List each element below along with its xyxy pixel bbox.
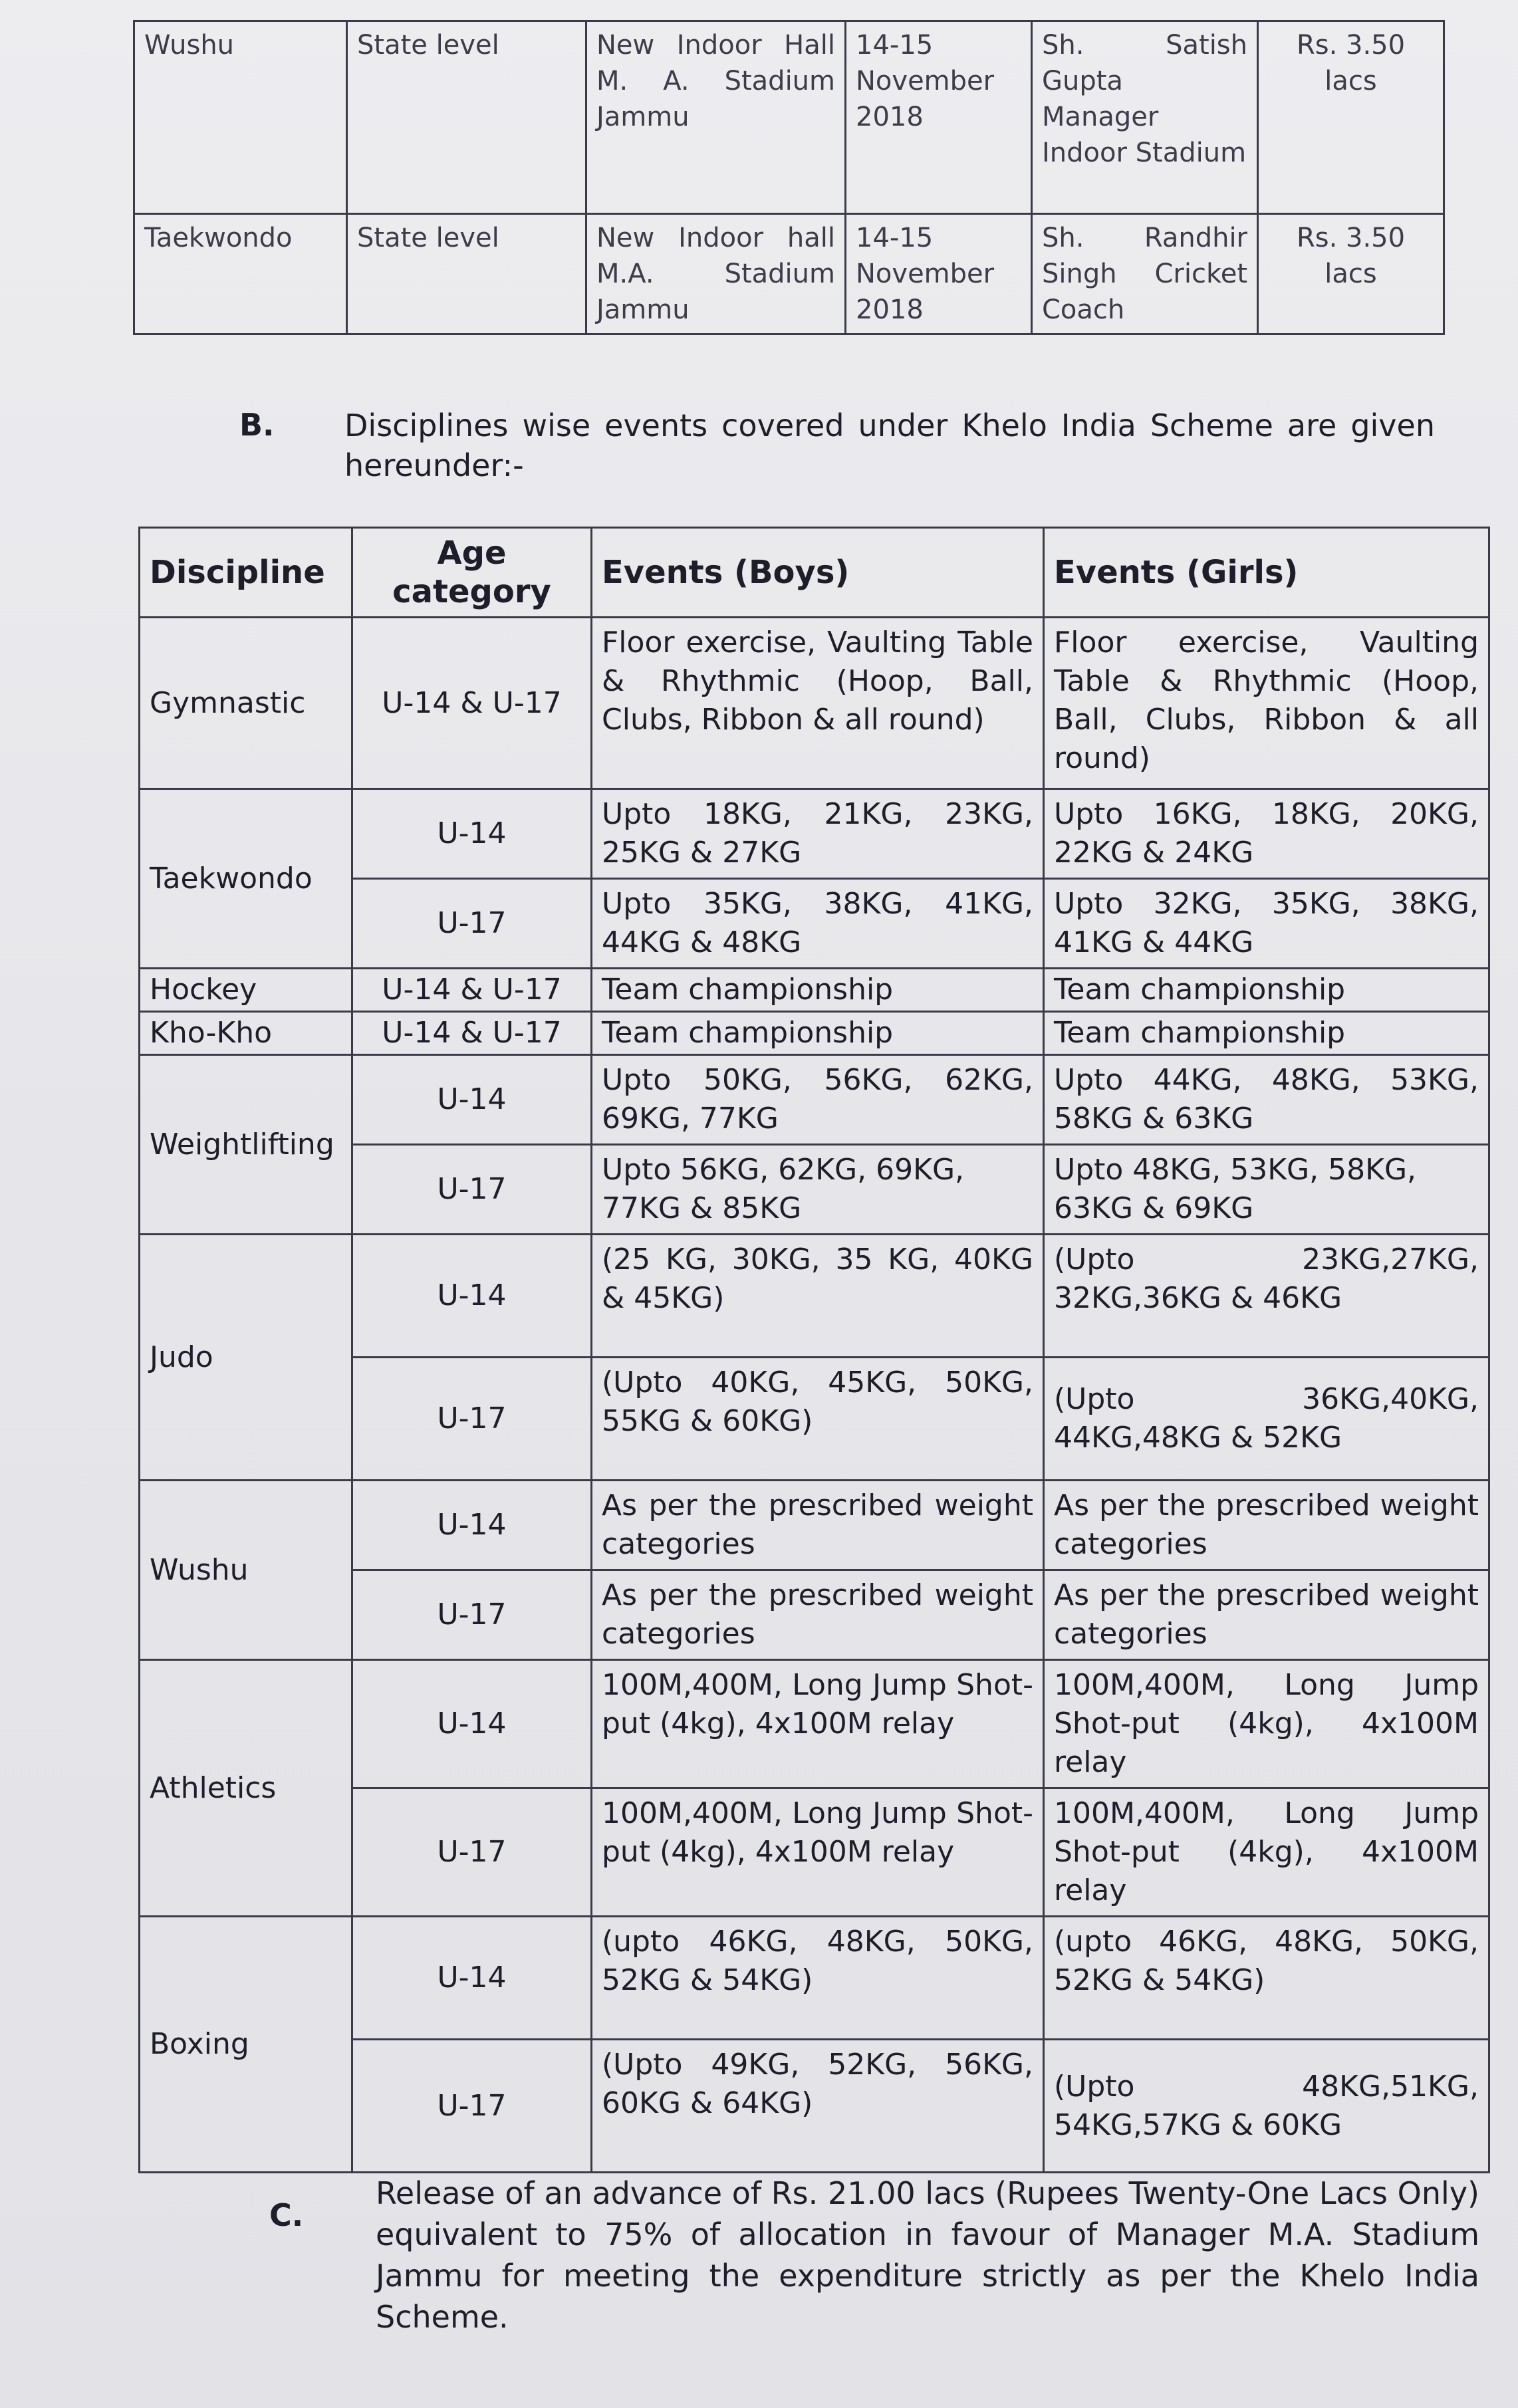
cell-discipline: Judo bbox=[140, 1235, 352, 1481]
cell-discipline: Kho-Kho bbox=[140, 1012, 352, 1055]
cell-age: U-14 bbox=[352, 1481, 592, 1570]
cell-boys: As per the prescribed weight categories bbox=[592, 1570, 1044, 1660]
cell-girls: Upto 44KG, 48KG, 53KG, 58KG & 63KG bbox=[1044, 1055, 1489, 1145]
cell-age: U-17 bbox=[352, 1570, 592, 1660]
cell-age: U-14 & U-17 bbox=[352, 618, 592, 789]
table-row bbox=[140, 1481, 1489, 1570]
cell-boys: Upto 18KG, 21KG, 23KG, 25KG & 27KG bbox=[592, 789, 1044, 879]
cell-boys: 100M,400M, Long Jump Shot-put (4kg), 4x100M relay bbox=[592, 1788, 1044, 1917]
table-row bbox=[140, 1235, 1489, 1358]
cell-girls: (Upto 48KG,51KG, 54KG,57KG & 60KG bbox=[1044, 2040, 1489, 2173]
khelo-india-events-table bbox=[138, 527, 1490, 2173]
cell-age: U-14 & U-17 bbox=[352, 969, 592, 1012]
cell-boys: (25 KG, 30KG, 35 KG, 40KG & 45KG) bbox=[592, 1235, 1044, 1358]
cell-incharge: Sh. Randhir Singh Cricket Coach bbox=[1032, 214, 1258, 334]
header-discipline: Discipline bbox=[140, 528, 352, 618]
cell-girls: 100M,400M, Long Jump Shot-put (4kg), 4x100M relay bbox=[1044, 1788, 1489, 1917]
cell-boys: Floor exercise, Vaulting Table & Rhythmic (Hoop, Ball, Clubs, Ribbon & all round) bbox=[592, 618, 1044, 789]
cell-discipline: Gymnastic bbox=[140, 618, 352, 789]
table-row bbox=[134, 214, 1444, 334]
section-c-label: C. bbox=[269, 2197, 304, 2233]
table-header-row bbox=[140, 528, 1489, 618]
cell-discipline: Weightlifting bbox=[140, 1055, 352, 1235]
cell-boys: (Upto 40KG, 45KG, 50KG, 55KG & 60KG) bbox=[592, 1358, 1044, 1481]
cell-amount: Rs. 3.50 lacs bbox=[1258, 21, 1444, 214]
cell-discipline: Hockey bbox=[140, 969, 352, 1012]
table-row bbox=[140, 1055, 1489, 1145]
cell-discipline: Wushu bbox=[134, 21, 347, 214]
cell-girls: 100M,400M, Long Jump Shot-put (4kg), 4x100M relay bbox=[1044, 1660, 1489, 1788]
cell-discipline: Athletics bbox=[140, 1660, 352, 1917]
cell-age: U-17 bbox=[352, 879, 592, 969]
header-events-girls: Events (Girls) bbox=[1044, 528, 1489, 618]
section-b-text: Disciplines wise events covered under Khelo India Scheme are given hereunder:- bbox=[344, 408, 1435, 483]
cell-level: State level bbox=[347, 21, 586, 214]
table-row bbox=[140, 1660, 1489, 1788]
cell-girls: Team championship bbox=[1044, 1012, 1489, 1055]
cell-girls: As per the prescribed weight categories bbox=[1044, 1481, 1489, 1570]
cell-boys: (upto 46KG, 48KG, 50KG, 52KG & 54KG) bbox=[592, 1917, 1044, 2040]
cell-age: U-17 bbox=[352, 2040, 592, 2173]
cell-amount: Rs. 3.50 lacs bbox=[1258, 214, 1444, 334]
cell-dates: 14-15 November 2018 bbox=[846, 214, 1032, 334]
header-events-boys: Events (Boys) bbox=[592, 528, 1044, 618]
cell-girls: Upto 32KG, 35KG, 38KG, 41KG & 44KG bbox=[1044, 879, 1489, 969]
cell-boys: Upto 56KG, 62KG, 69KG, 77KG & 85KG bbox=[592, 1145, 1044, 1235]
cell-girls: As per the prescribed weight categories bbox=[1044, 1570, 1489, 1660]
section-b-label: B. bbox=[239, 407, 275, 443]
header-age-category: Age category bbox=[352, 528, 592, 618]
cell-venue: New Indoor hall M.A. Stadium Jammu bbox=[586, 214, 846, 334]
table-row bbox=[140, 618, 1489, 789]
cell-venue: New Indoor Hall M. A. Stadium Jammu bbox=[586, 21, 846, 214]
cell-girls: Team championship bbox=[1044, 969, 1489, 1012]
cell-girls: (Upto 36KG,40KG, 44KG,48KG & 52KG bbox=[1044, 1358, 1489, 1481]
cell-girls: Floor exercise, Vaulting Table & Rhythmic (Hoop, Ball, Clubs, Ribbon & all round) bbox=[1044, 618, 1489, 789]
cell-boys: (Upto 49KG, 52KG, 56KG, 60KG & 64KG) bbox=[592, 2040, 1044, 2173]
table-row bbox=[140, 1012, 1489, 1055]
cell-age: U-17 bbox=[352, 1788, 592, 1917]
cell-discipline: Taekwondo bbox=[140, 789, 352, 969]
table-row bbox=[140, 1917, 1489, 2040]
table-row bbox=[140, 789, 1489, 879]
table-row bbox=[134, 21, 1444, 214]
cell-age: U-14 bbox=[352, 1660, 592, 1788]
cell-discipline: Taekwondo bbox=[134, 214, 347, 334]
cell-girls: (Upto 23KG,27KG, 32KG,36KG & 46KG bbox=[1044, 1235, 1489, 1358]
cell-boys: 100M,400M, Long Jump Shot-put (4kg), 4x100M relay bbox=[592, 1660, 1044, 1788]
cell-age: U-17 bbox=[352, 1145, 592, 1235]
cell-boys: Upto 50KG, 56KG, 62KG, 69KG, 77KG bbox=[592, 1055, 1044, 1145]
cell-age: U-17 bbox=[352, 1358, 592, 1481]
cell-girls: Upto 48KG, 53KG, 58KG, 63KG & 69KG bbox=[1044, 1145, 1489, 1235]
cell-girls: (upto 46KG, 48KG, 50KG, 52KG & 54KG) bbox=[1044, 1917, 1489, 2040]
cell-age: U-14 bbox=[352, 1055, 592, 1145]
cell-dates: 14-15 November 2018 bbox=[846, 21, 1032, 214]
cell-boys: Team championship bbox=[592, 969, 1044, 1012]
cell-age: U-14 & U-17 bbox=[352, 1012, 592, 1055]
cell-boys: As per the prescribed weight categories bbox=[592, 1481, 1044, 1570]
cell-discipline: Wushu bbox=[140, 1481, 352, 1660]
cell-age: U-14 bbox=[352, 1235, 592, 1358]
events-schedule-table bbox=[133, 20, 1445, 335]
cell-discipline: Boxing bbox=[140, 1917, 352, 2173]
cell-level: State level bbox=[347, 214, 586, 334]
section-c-text: Release of an advance of Rs. 21.00 lacs (Rupees Twenty-One Lacs Only) equivalent to 75% of allocation in favour of Manager M.A. Stadium Jammu for meeting the expenditure strictly as per the Khelo India Scheme. bbox=[376, 2175, 1479, 2335]
cell-age: U-14 bbox=[352, 1917, 592, 2040]
table-row bbox=[140, 969, 1489, 1012]
cell-age: U-14 bbox=[352, 789, 592, 879]
cell-boys: Upto 35KG, 38KG, 41KG, 44KG & 48KG bbox=[592, 879, 1044, 969]
cell-girls: Upto 16KG, 18KG, 20KG, 22KG & 24KG bbox=[1044, 789, 1489, 879]
cell-incharge: Sh. Satish Gupta Manager Indoor Stadium bbox=[1032, 21, 1258, 214]
cell-boys: Team championship bbox=[592, 1012, 1044, 1055]
